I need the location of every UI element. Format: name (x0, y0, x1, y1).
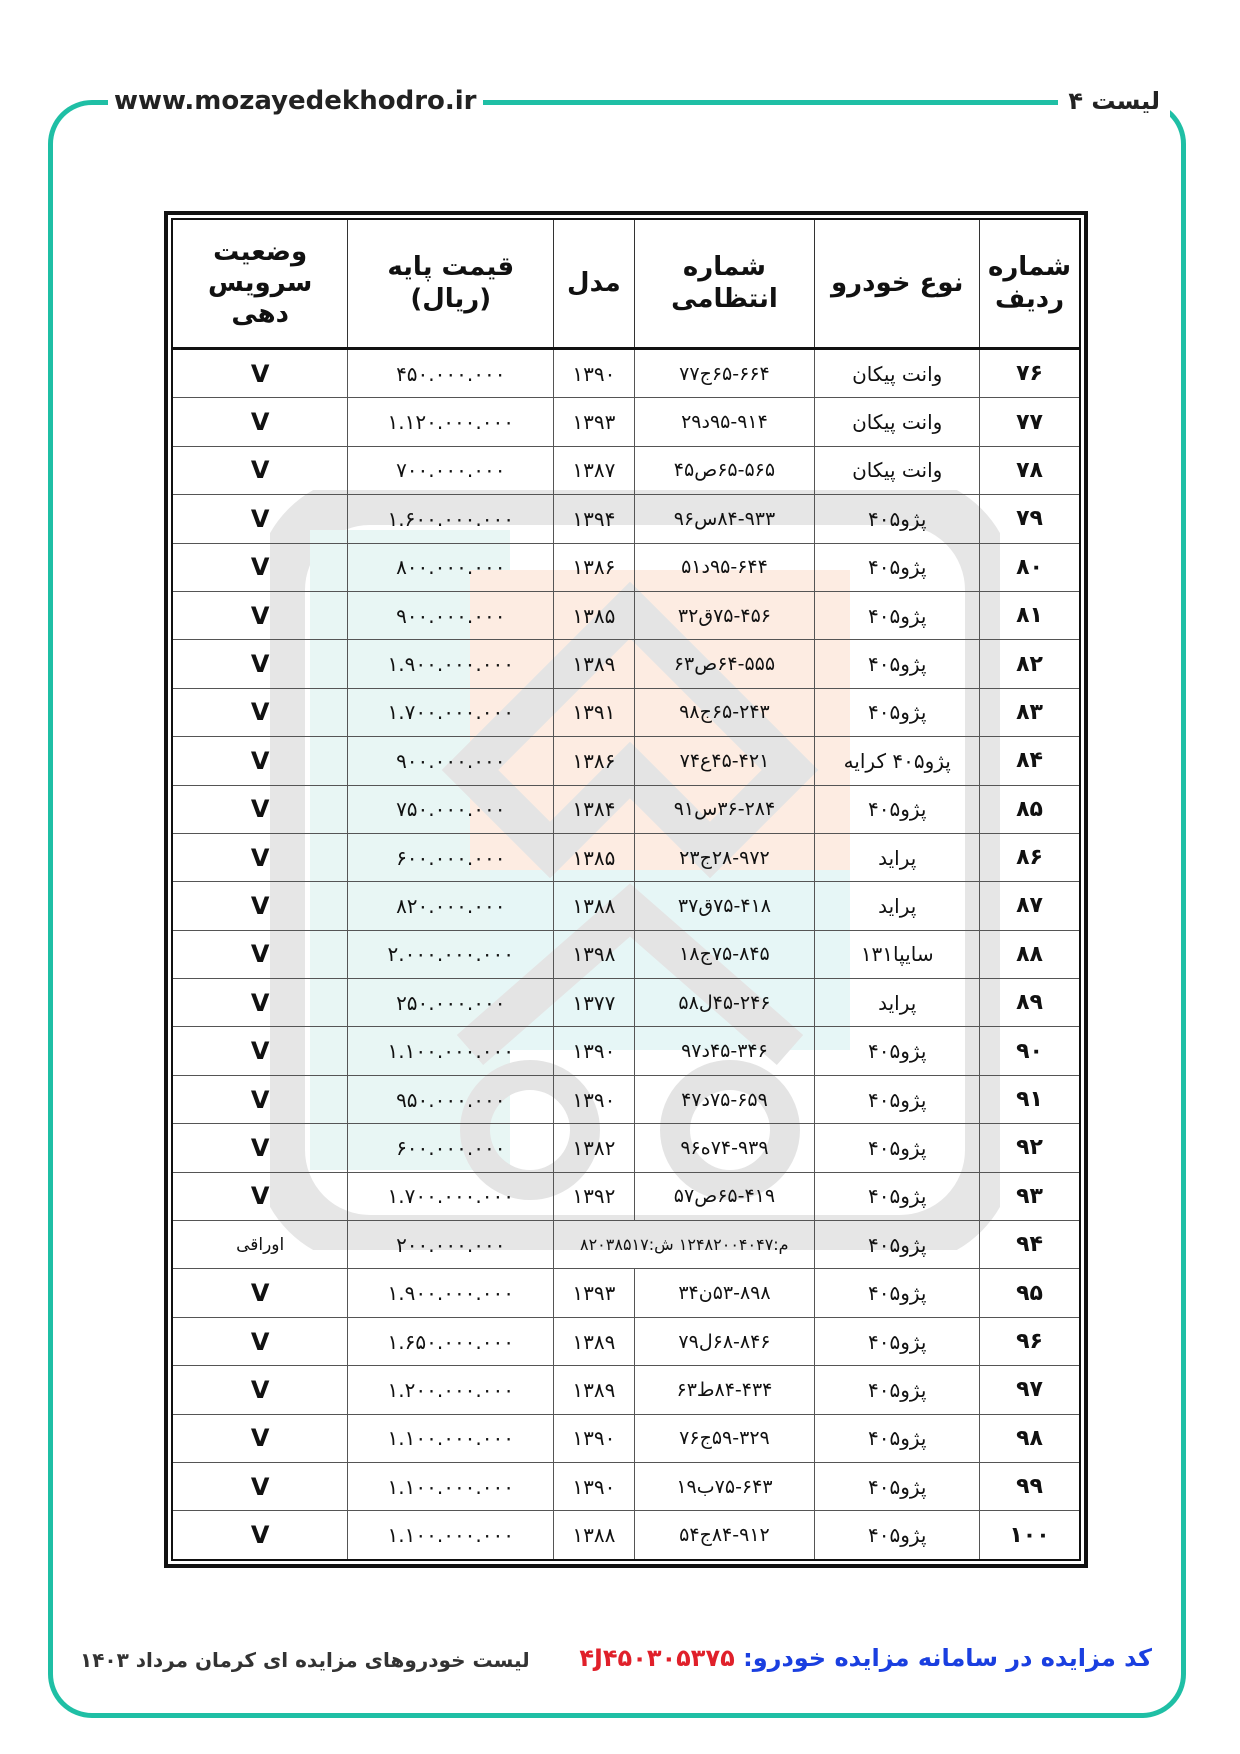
model-year-cell: ۱۳۸۵ (554, 833, 634, 881)
service-status-cell: V (172, 930, 348, 978)
table-row (172, 640, 1080, 688)
base-price-cell: ۸۲۰.۰۰۰.۰۰۰ (348, 882, 554, 930)
plate-number-cell: ۷۵-۶۴۳ب۱۹ (634, 1462, 815, 1510)
row-number-cell: ۷۹ (980, 495, 1080, 543)
plate-number-cell: ۸۴-۹۳۳س۹۶ (634, 495, 815, 543)
table-row (172, 688, 1080, 736)
model-year-cell: ۱۳۸۶ (554, 543, 634, 591)
vehicle-type-cell: پژو۴۰۵ (815, 1366, 980, 1414)
table-row (172, 1511, 1080, 1560)
model-year-cell: ۱۳۹۲ (554, 1172, 634, 1220)
service-status-cell: V (172, 1027, 348, 1075)
base-price-cell: ۱.۹۰۰.۰۰۰.۰۰۰ (348, 1269, 554, 1317)
service-status-cell: V (172, 1511, 348, 1560)
vehicle-type-cell: پراید (815, 979, 980, 1027)
row-number-cell: ۹۵ (980, 1269, 1080, 1317)
base-price-cell: ۶۰۰.۰۰۰.۰۰۰ (348, 1124, 554, 1172)
model-year-cell: ۱۳۹۰ (554, 349, 634, 398)
base-price-cell: ۱.۱۰۰.۰۰۰.۰۰۰ (348, 1511, 554, 1560)
plate-number-cell: ۷۴-۹۳۹ه۹۶ (634, 1124, 815, 1172)
row-number-cell: ۹۷ (980, 1366, 1080, 1414)
plate-number-cell: ۴۵-۴۲۱ع۷۴ (634, 737, 815, 785)
service-status-cell: V (172, 495, 348, 543)
vehicle-type-cell: پژو۴۰۵ (815, 1462, 980, 1510)
model-year-cell: ۱۳۹۳ (554, 398, 634, 446)
service-status-cell: V (172, 833, 348, 881)
service-status-cell: V (172, 688, 348, 736)
row-number-cell: ۷۷ (980, 398, 1080, 446)
service-status-cell: V (172, 1366, 348, 1414)
row-number-cell: ۸۵ (980, 785, 1080, 833)
vehicle-type-cell: سایپا۱۳۱ (815, 930, 980, 978)
row-number-cell: ۹۴ (980, 1221, 1080, 1269)
vehicle-type-cell: پژو۴۰۵ (815, 1511, 980, 1560)
vehicle-type-cell: پژو۴۰۵ (815, 1124, 980, 1172)
row-number-cell: ۸۸ (980, 930, 1080, 978)
base-price-cell: ۹۰۰.۰۰۰.۰۰۰ (348, 591, 554, 639)
model-year-cell: ۱۳۸۲ (554, 1124, 634, 1172)
table-row (172, 495, 1080, 543)
base-price-cell: ۸۰۰.۰۰۰.۰۰۰ (348, 543, 554, 591)
model-year-cell: ۱۳۸۶ (554, 737, 634, 785)
row-number-cell: ۸۹ (980, 979, 1080, 1027)
model-year-cell: ۱۳۸۷ (554, 446, 634, 494)
base-price-cell: ۱.۶۵۰.۰۰۰.۰۰۰ (348, 1317, 554, 1365)
table-row (172, 1462, 1080, 1510)
model-year-cell: ۱۳۸۹ (554, 1317, 634, 1365)
service-status-cell: V (172, 446, 348, 494)
table-row (172, 1414, 1080, 1462)
model-year-cell: ۱۳۸۹ (554, 1366, 634, 1414)
list-title: لیست خودروهای مزایده ای کرمان مرداد ۱۴۰۳ (80, 1648, 530, 1672)
row-number-cell: ۹۸ (980, 1414, 1080, 1462)
vehicle-type-cell: وانت پیکان (815, 398, 980, 446)
auction-code-value: ۴J۴۵۰۳۰۵۳۷۵ (579, 1644, 735, 1672)
table-row (172, 785, 1080, 833)
model-year-cell: ۱۳۹۰ (554, 1075, 634, 1123)
plate-number-cell: ۷۵-۶۵۹د۴۷ (634, 1075, 815, 1123)
table-row (172, 1269, 1080, 1317)
list-number: لیست ۴ (1058, 84, 1170, 118)
row-number-cell: ۹۶ (980, 1317, 1080, 1365)
model-year-cell: ۱۳۹۳ (554, 1269, 634, 1317)
service-status-cell: V (172, 882, 348, 930)
row-number-cell: ۸۱ (980, 591, 1080, 639)
plate-number-cell: ۶۸-۸۴۶ل۷۹ (634, 1317, 815, 1365)
service-status-cell: V (172, 979, 348, 1027)
header-base-price: قیمت پایه (ریال) (348, 219, 554, 349)
base-price-cell: ۹۵۰.۰۰۰.۰۰۰ (348, 1075, 554, 1123)
vehicle-type-cell: پژو۴۰۵ (815, 785, 980, 833)
row-number-cell: ۸۰ (980, 543, 1080, 591)
vehicle-type-cell: وانت پیکان (815, 349, 980, 398)
service-status-cell: V (172, 640, 348, 688)
service-status-cell: V (172, 398, 348, 446)
model-year-cell: ۱۳۸۸ (554, 882, 634, 930)
plate-number-cell: ۷۵-۴۱۸ق۳۷ (634, 882, 815, 930)
base-price-cell: ۱.۱۰۰.۰۰۰.۰۰۰ (348, 1027, 554, 1075)
base-price-cell: ۲۰۰.۰۰۰.۰۰۰ (348, 1221, 554, 1269)
website-url[interactable]: www.mozayedekhodro.ir (108, 84, 483, 118)
vehicle-type-cell: پژو۴۰۵ (815, 640, 980, 688)
base-price-cell: ۹۰۰.۰۰۰.۰۰۰ (348, 737, 554, 785)
table-row (172, 737, 1080, 785)
base-price-cell: ۲.۰۰۰.۰۰۰.۰۰۰ (348, 930, 554, 978)
service-status-cell: V (172, 1317, 348, 1365)
plate-number-cell: ۸۴-۹۱۲ج۵۴ (634, 1511, 815, 1560)
vehicle-type-cell: پراید (815, 833, 980, 881)
header-model: مدل (554, 219, 634, 349)
base-price-cell: ۱.۱۰۰.۰۰۰.۰۰۰ (348, 1414, 554, 1462)
base-price-cell: ۱.۷۰۰.۰۰۰.۰۰۰ (348, 1172, 554, 1220)
table-row (172, 1221, 1080, 1269)
vehicle-type-cell: پژو۴۰۵ (815, 1269, 980, 1317)
table-row (172, 1366, 1080, 1414)
header-service-status: وضعیت سرویس دهی (172, 219, 348, 349)
row-number-cell: ۱۰۰ (980, 1511, 1080, 1560)
row-number-cell: ۹۱ (980, 1075, 1080, 1123)
table-row (172, 1172, 1080, 1220)
model-year-cell: ۱۳۹۴ (554, 495, 634, 543)
table-row (172, 882, 1080, 930)
model-year-cell: ۱۳۸۴ (554, 785, 634, 833)
table-row (172, 398, 1080, 446)
row-number-cell: ۹۰ (980, 1027, 1080, 1075)
header-vehicle-type: نوع خودرو (815, 219, 980, 349)
base-price-cell: ۶۰۰.۰۰۰.۰۰۰ (348, 833, 554, 881)
plate-number-cell: ۸۴-۴۳۴ط۶۳ (634, 1366, 815, 1414)
base-price-cell: ۷۵۰.۰۰۰.۰۰۰ (348, 785, 554, 833)
plate-number-cell: ۴۵-۳۴۶د۹۷ (634, 1027, 815, 1075)
plate-number-cell: ۲۸-۹۷۲ج۲۳ (634, 833, 815, 881)
plate-number-cell: ۹۵-۹۱۴د۲۹ (634, 398, 815, 446)
vehicle-type-cell: پژو۴۰۵ (815, 688, 980, 736)
base-price-cell: ۱.۹۰۰.۰۰۰.۰۰۰ (348, 640, 554, 688)
auction-code (579, 1644, 1152, 1672)
service-status-cell: V (172, 1462, 348, 1510)
plate-number-cell: ۴۵-۲۴۶ل۵۸ (634, 979, 815, 1027)
plate-number-cell: ۶۵-۵۶۵ص۴۵ (634, 446, 815, 494)
table-row (172, 349, 1080, 398)
model-year-cell: ۱۳۹۰ (554, 1414, 634, 1462)
table-row (172, 1124, 1080, 1172)
vehicle-type-cell: پژو۴۰۵ (815, 1414, 980, 1462)
table-row (172, 446, 1080, 494)
table-row (172, 1027, 1080, 1075)
plate-number-cell: ۷۵-۸۴۵ج۱۸ (634, 930, 815, 978)
auction-table (171, 218, 1081, 1561)
row-number-cell: ۹۳ (980, 1172, 1080, 1220)
base-price-cell: ۱.۱۲۰.۰۰۰.۰۰۰ (348, 398, 554, 446)
base-price-cell: ۲۵۰.۰۰۰.۰۰۰ (348, 979, 554, 1027)
table-row (172, 979, 1080, 1027)
vehicle-type-cell: وانت پیکان (815, 446, 980, 494)
vehicle-type-cell: پژو۴۰۵ (815, 1075, 980, 1123)
row-number-cell: ۸۲ (980, 640, 1080, 688)
vehicle-type-cell: پژو۴۰۵ (815, 591, 980, 639)
service-status-cell: V (172, 737, 348, 785)
plate-number-cell: ۶۴-۵۵۵ص۶۳ (634, 640, 815, 688)
base-price-cell: ۱.۷۰۰.۰۰۰.۰۰۰ (348, 688, 554, 736)
vehicle-type-cell: پژو۴۰۵ (815, 1027, 980, 1075)
base-price-cell: ۱.۲۰۰.۰۰۰.۰۰۰ (348, 1366, 554, 1414)
service-status-cell: V (172, 349, 348, 398)
vehicle-type-cell: پژو۴۰۵ (815, 495, 980, 543)
vehicle-type-cell: پژو۴۰۵ (815, 1317, 980, 1365)
model-year-cell: ۱۳۸۸ (554, 1511, 634, 1560)
model-year-cell: ۱۳۹۸ (554, 930, 634, 978)
service-status-cell: V (172, 1172, 348, 1220)
model-year-cell: ۱۳۸۹ (554, 640, 634, 688)
vehicle-type-cell: پژو۴۰۵ (815, 543, 980, 591)
model-year-cell: ۱۳۸۵ (554, 591, 634, 639)
plate-number-cell: ۶۵-۶۶۴ج۷۷ (634, 349, 815, 398)
service-status-cell: V (172, 785, 348, 833)
plate-number-cell: ۵۳-۸۹۸ن۳۴ (634, 1269, 815, 1317)
base-price-cell: ۴۵۰.۰۰۰.۰۰۰ (348, 349, 554, 398)
service-status-cell: V (172, 1414, 348, 1462)
service-status-cell: V (172, 543, 348, 591)
service-status-cell: V (172, 1269, 348, 1317)
model-year-cell: ۱۳۹۰ (554, 1027, 634, 1075)
row-number-cell: ۷۶ (980, 349, 1080, 398)
table-row (172, 543, 1080, 591)
table-row (172, 1075, 1080, 1123)
base-price-cell: ۱.۶۰۰.۰۰۰.۰۰۰ (348, 495, 554, 543)
service-status-cell: V (172, 591, 348, 639)
model-year-cell: ۱۳۷۷ (554, 979, 634, 1027)
plate-number-cell: ۷۵-۴۵۶ق۳۲ (634, 591, 815, 639)
vehicle-type-cell: پژو۴۰۵ کرایه (815, 737, 980, 785)
service-status-cell: V (172, 1124, 348, 1172)
row-number-cell: ۸۴ (980, 737, 1080, 785)
row-number-cell: ۸۷ (980, 882, 1080, 930)
vehicle-type-cell: پراید (815, 882, 980, 930)
vehicle-type-cell: پژو۴۰۵ (815, 1172, 980, 1220)
row-number-cell: ۹۹ (980, 1462, 1080, 1510)
vehicle-type-cell: پژو۴۰۵ (815, 1221, 980, 1269)
plate-number-cell: ۳۶-۲۸۴س۹۱ (634, 785, 815, 833)
row-number-cell: ۸۶ (980, 833, 1080, 881)
row-number-cell: ۸۳ (980, 688, 1080, 736)
plate-number-cell: ۹۵-۶۴۴د۵۱ (634, 543, 815, 591)
table-row (172, 930, 1080, 978)
base-price-cell: ۱.۱۰۰.۰۰۰.۰۰۰ (348, 1462, 554, 1510)
plate-number-cell: م:۱۲۴۸۲۰۰۴۰۴۷ ش:۸۲۰۳۸۵۱۷ (554, 1221, 815, 1269)
table-row (172, 591, 1080, 639)
plate-number-cell: ۶۵-۲۴۳ج۹۸ (634, 688, 815, 736)
row-number-cell: ۹۲ (980, 1124, 1080, 1172)
table-header-row (172, 219, 1080, 349)
model-year-cell: ۱۳۹۰ (554, 1462, 634, 1510)
header-plate-number: شماره انتظامی (634, 219, 815, 349)
base-price-cell: ۷۰۰.۰۰۰.۰۰۰ (348, 446, 554, 494)
service-status-cell: اوراقی (172, 1221, 348, 1269)
header-row-number: شماره ردیف (980, 219, 1080, 349)
model-year-cell: ۱۳۹۱ (554, 688, 634, 736)
plate-number-cell: ۵۹-۳۲۹ج۷۶ (634, 1414, 815, 1462)
auction-code-label: کد مزایده در سامانه مزایده خودرو: (743, 1644, 1152, 1672)
service-status-cell: V (172, 1075, 348, 1123)
row-number-cell: ۷۸ (980, 446, 1080, 494)
table-row (172, 833, 1080, 881)
plate-number-cell: ۶۵-۴۱۹ص۵۷ (634, 1172, 815, 1220)
auction-table-wrapper (164, 211, 1088, 1568)
table-row (172, 1317, 1080, 1365)
